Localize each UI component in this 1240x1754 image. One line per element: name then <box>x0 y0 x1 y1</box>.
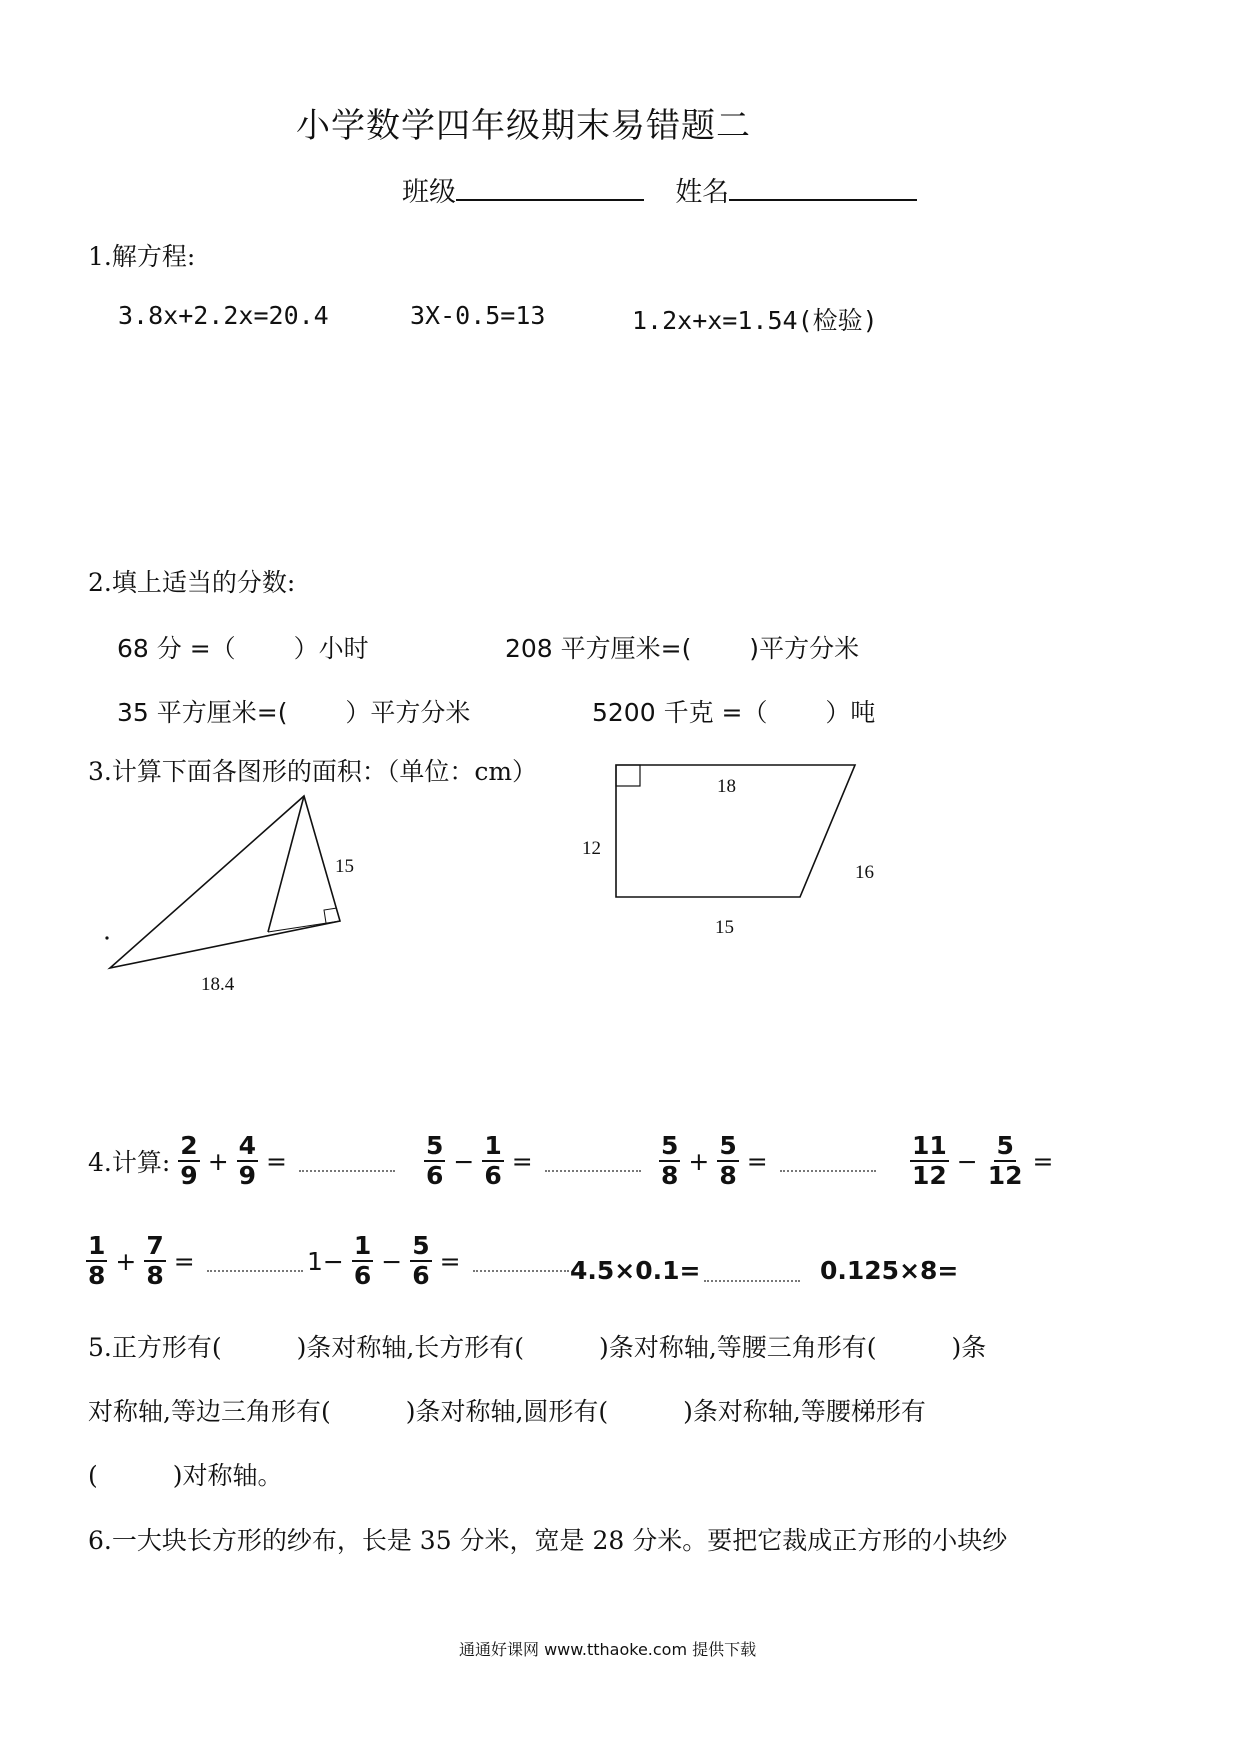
equals-sign: = <box>173 1246 195 1276</box>
tiny-mark <box>106 937 108 939</box>
triangle-height-label: 15 <box>335 856 354 877</box>
answer-blank[interactable] <box>473 1250 569 1272</box>
equals-sign: = <box>511 1146 533 1176</box>
answer-blank[interactable] <box>545 1150 641 1172</box>
q5-line-2: 对称轴,等边三角形有( )条对称轴,圆形有( )条对称轴,等腰梯形有 <box>88 1397 926 1426</box>
q5-line-1: 5.正方形有( )条对称轴,长方形有( )条对称轴,等腰三角形有( )条 <box>88 1333 987 1362</box>
trapezoid-right-angle-mark <box>616 765 640 786</box>
class-label: 班级 <box>402 177 456 208</box>
fraction: $\frac{4}{9}$ <box>238 1131 257 1190</box>
decimal-expression: 4.5×0.1= <box>570 1256 701 1285</box>
triangle-base-label: 18.4 <box>201 974 235 995</box>
q4-row-1-item-3 <box>659 1132 876 1190</box>
q5-line-3: ( )对称轴。 <box>88 1461 283 1490</box>
q1-equation-3: 1.2x+x=1.54(检验) <box>632 306 878 335</box>
fraction: $\frac{1}{6}$ <box>353 1231 372 1290</box>
footer-credit: 通通好课网 www.tthaoke.com 提供下载 <box>459 1640 757 1659</box>
q2-item-4: 5200 千克 =（ ）吨 <box>592 698 876 727</box>
triangle-outline <box>110 796 340 968</box>
equals-sign: = <box>1032 1146 1054 1176</box>
decimal-expression: 0.125×8= <box>820 1256 959 1285</box>
q2-item-3: 35 平方厘米=( ）平方分米 <box>117 698 471 727</box>
name-label: 姓名 <box>675 177 730 208</box>
page-title: 小学数学四年级期末易错题二 <box>296 106 751 146</box>
q4-row-1 <box>88 1132 395 1190</box>
fraction: $\frac{5}{8}$ <box>719 1131 737 1190</box>
equals-sign: = <box>746 1146 768 1176</box>
fraction: $\frac{1}{8}$ <box>88 1231 106 1290</box>
equals-sign: = <box>439 1246 461 1276</box>
plus-sign: + <box>207 1146 229 1176</box>
fraction: $\frac{5}{8}$ <box>661 1131 679 1190</box>
trapezoid-height-label: 12 <box>582 838 601 859</box>
q3-heading: 3.计算下面各图形的面积：（单位：cm） <box>88 757 538 786</box>
q2-item-1: 68 分 =（ ）小时 <box>117 634 369 663</box>
triangle-right-angle-mark <box>324 908 337 923</box>
lead-term: 1− <box>307 1246 344 1276</box>
equals-sign: = <box>266 1146 287 1176</box>
trapezoid-top-label: 18 <box>717 776 736 797</box>
q4-row-2-item-3 <box>570 1256 800 1285</box>
fraction: $\frac{2}{9}$ <box>180 1131 198 1190</box>
fraction: $\frac{11}{12}$ <box>912 1131 947 1190</box>
fraction: $\frac{5}{6}$ <box>412 1231 430 1290</box>
trapezoid-bottom-label: 15 <box>715 917 734 938</box>
q4-row-1-item-4 <box>910 1132 1062 1190</box>
fraction: $\frac{1}{6}$ <box>484 1131 502 1190</box>
fraction: $\frac{7}{8}$ <box>146 1231 164 1290</box>
answer-blank[interactable] <box>299 1150 395 1172</box>
triangle-base-extension <box>268 921 340 932</box>
q6-line-1: 6.一大块长方形的纱布，长是 35 分米，宽是 28 分米。要把它裁成正方形的小块纱 <box>88 1526 1008 1555</box>
q1-equation-1: 3.8x+2.2x=20.4 <box>118 301 329 330</box>
answer-blank[interactable] <box>704 1260 800 1282</box>
triangle-inner-line <box>268 796 304 932</box>
answer-blank[interactable] <box>780 1150 876 1172</box>
q4-row-2-item-4 <box>820 1256 958 1285</box>
answer-blank[interactable] <box>207 1250 303 1272</box>
fraction: $\frac{5}{6}$ <box>426 1131 444 1190</box>
q4-heading: 4.计算: <box>88 1148 171 1177</box>
minus-sign: − <box>381 1246 403 1276</box>
triangle-figure <box>106 796 340 968</box>
q4-row-2-item-1 <box>86 1232 303 1290</box>
minus-sign: − <box>453 1146 475 1176</box>
q4-row-1-item-2 <box>424 1132 641 1190</box>
trapezoid-side-label: 16 <box>855 862 874 883</box>
plus-sign: + <box>115 1246 137 1276</box>
q1-equation-2: 3X-0.5=13 <box>410 301 546 330</box>
q2-heading: 2.填上适当的分数: <box>88 568 296 597</box>
q2-item-2: 208 平方厘米=( )平方分米 <box>505 634 860 663</box>
plus-sign: + <box>688 1146 710 1176</box>
q1-heading: 1.解方程: <box>88 242 196 271</box>
fraction: $\frac{5}{12}$ <box>987 1131 1023 1190</box>
q4-row-2-item-2 <box>307 1232 569 1290</box>
minus-sign: − <box>956 1146 978 1176</box>
